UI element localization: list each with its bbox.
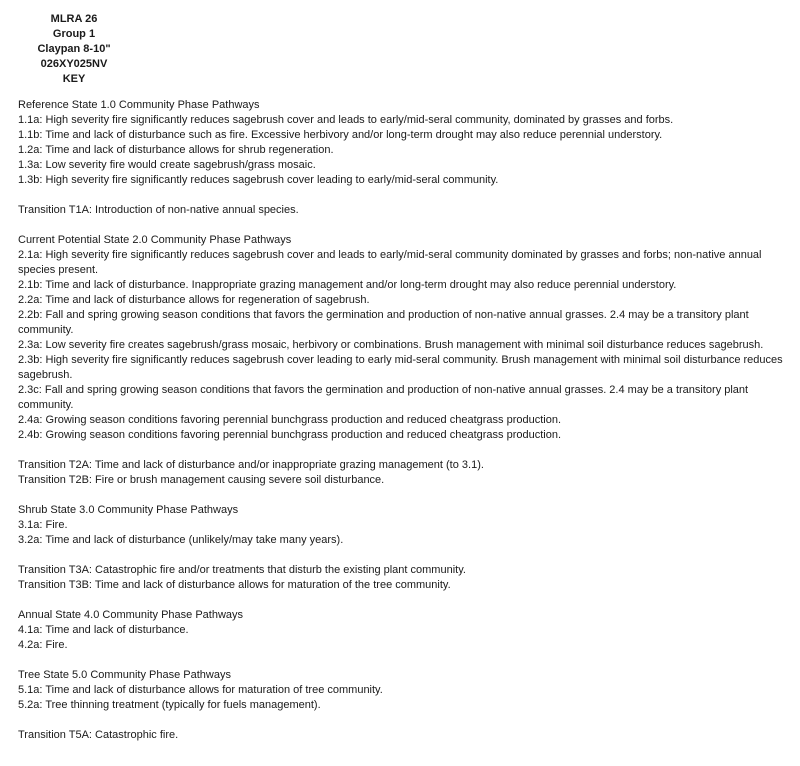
pathway-line: 1.2a: Time and lack of disturbance allows for shrub regeneration. (18, 144, 334, 156)
current-potential-state-section (18, 233, 788, 443)
pathway-line: 3.1a: Fire. (18, 519, 68, 531)
pathway-line: 2.2b: Fall and spring growing season conditions that favors the germination and production of non-native annual grasses. 2.4 may be a transitory plant community. (18, 309, 749, 336)
section-title: Tree State 5.0 Community Phase Pathways (18, 669, 231, 681)
annual-state-section (18, 608, 788, 653)
pathway-line: 4.1a: Time and lack of disturbance. (18, 624, 189, 636)
pathway-line: 2.1b: Time and lack of disturbance. Inappropriate grazing management and/or long-term drought may also reduce perennial understory. (18, 279, 677, 291)
shrub-state-section (18, 503, 788, 548)
pathway-line: 1.3a: Low severity fire would create sagebrush/grass mosaic. (18, 159, 316, 171)
pathway-line: 2.4b: Growing season conditions favoring perennial bunchgrass production and reduced cheatgrass production. (18, 429, 562, 441)
transition-t5-section (18, 728, 788, 743)
transition-line: Transition T3B: Time and lack of disturbance allows for maturation of the tree community. (18, 579, 451, 591)
document-header (0, 12, 148, 87)
pathway-line: 5.1a: Time and lack of disturbance allows for maturation of tree community. (18, 684, 383, 696)
transition-line: Transition T1A: Introduction of non-native annual species. (18, 204, 299, 216)
document-body (18, 98, 788, 758)
pathway-line: 5.2a: Tree thinning treatment (typically for fuels management). (18, 699, 321, 711)
transition-line: Transition T5A: Catastrophic fire. (18, 729, 179, 741)
transition-line: Transition T3A: Catastrophic fire and/or treatments that disturb the existing plant community. (18, 564, 466, 576)
transition-line: Transition T2B: Fire or brush management causing severe soil disturbance. (18, 474, 385, 486)
pathway-line: 3.2a: Time and lack of disturbance (unlikely/may take many years). (18, 534, 344, 546)
tree-state-section (18, 668, 788, 713)
pathway-line: 2.2a: Time and lack of disturbance allows for regeneration of sagebrush. (18, 294, 370, 306)
header-mlra: MLRA 26 (50, 13, 98, 25)
section-title: Shrub State 3.0 Community Phase Pathways (18, 504, 239, 516)
header-site-id: 026XY025NV (40, 58, 108, 70)
pathway-line: 2.4a: Growing season conditions favoring perennial bunchgrass production and reduced cheatgrass production. (18, 414, 562, 426)
header-key: KEY (62, 73, 86, 85)
pathway-line: 4.2a: Fire. (18, 639, 68, 651)
transition-t3-section (18, 563, 788, 593)
header-group: Group 1 (52, 28, 96, 40)
reference-state-section (18, 98, 788, 188)
transition-line: Transition T2A: Time and lack of disturbance and/or inappropriate grazing management (to 3.1). (18, 459, 484, 471)
pathway-line: 1.1a: High severity fire significantly reduces sagebrush cover and leads to early/mid-seral community, dominated by grasses and forbs. (18, 114, 674, 126)
pathway-line: 1.1b: Time and lack of disturbance such as fire. Excessive herbivory and/or long-term drought may also reduce perennial understory. (18, 129, 663, 141)
pathway-line: 2.1a: High severity fire significantly reduces sagebrush cover and leads to early/mid-seral community dominated by grasses and forbs; non-native annual species present. (18, 249, 762, 276)
transition-t1-section (18, 203, 788, 218)
header-site-name: Claypan 8-10" (37, 43, 111, 55)
section-title: Annual State 4.0 Community Phase Pathways (18, 609, 244, 621)
pathway-line: 2.3c: Fall and spring growing season conditions that favors the germination and production of non-native annual grasses. 2.4 may be a transitory plant community. (18, 384, 749, 411)
section-title: Current Potential State 2.0 Community Phase Pathways (18, 234, 292, 246)
section-title: Reference State 1.0 Community Phase Pathways (18, 99, 260, 111)
pathway-line: 2.3b: High severity fire significantly reduces sagebrush cover leading to early mid-seral community. Brush management with minimal soil disturbance reduces sagebrush. (18, 354, 783, 381)
transition-t2-section (18, 458, 788, 488)
pathway-line: 1.3b: High severity fire significantly reduces sagebrush cover leading to early/mid-seral community. (18, 174, 499, 186)
pathway-line: 2.3a: Low severity fire creates sagebrush/grass mosaic, herbivory or combinations. Brush management with minimal soil disturbance reduces sagebrush. (18, 339, 764, 351)
